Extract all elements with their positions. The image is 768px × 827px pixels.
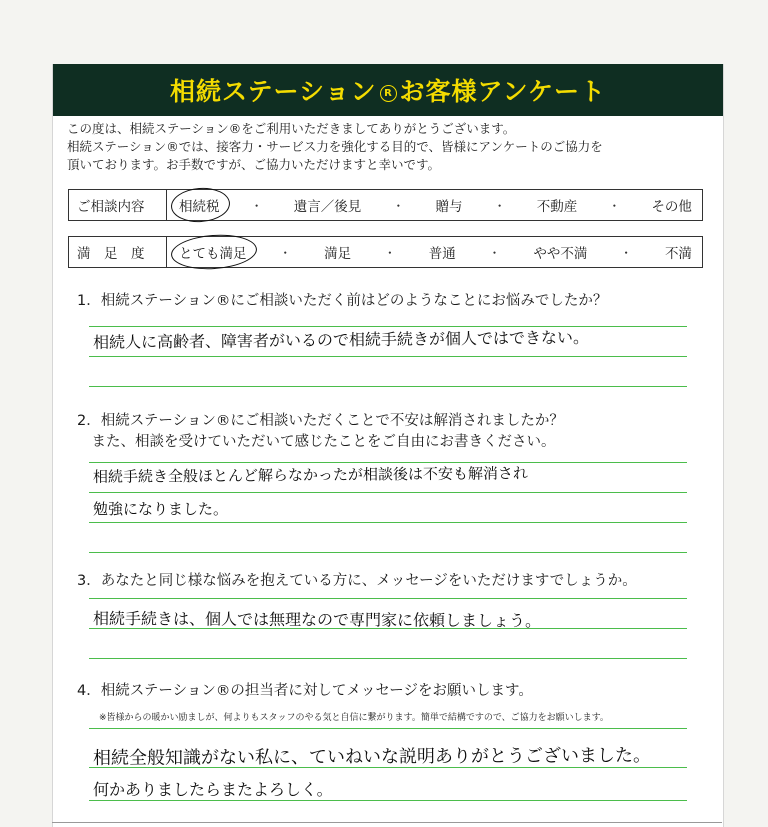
question-4-note: ※皆様からの暖かい励ましが、何よりもスタッフのやる気と自信に繋がります。簡単で結構ですので、ご協力をお願いします。 (99, 713, 609, 723)
answer-line (89, 598, 687, 599)
option-dissatisfied[interactable]: 不満 (664, 246, 692, 262)
survey-title (170, 72, 606, 108)
option-satisfied[interactable]: 満足 (324, 246, 352, 262)
option-very-satisfied[interactable]: とても満足 (175, 242, 251, 262)
answer-line (89, 356, 687, 357)
question-3: 3．あなたと同じ様な悩みを抱えている方に、メッセージをいただけますでしょうか。 (77, 573, 637, 589)
separator-dot: ・ (493, 198, 506, 213)
title-sub: お客様アンケート (399, 77, 607, 106)
question-1: 1．相続ステーション®にご相談いただく前はどのようなことにお悩みでしたか？ (77, 293, 608, 309)
option-somewhat-dissatisfied[interactable]: やや不満 (533, 246, 588, 262)
consult-type-options (167, 190, 702, 220)
intro-line: 相続ステーション®では、接客力・サービス力を強化する目的で、皆様にアンケートのご協力を (67, 139, 603, 154)
answer-line (89, 658, 687, 659)
satisfaction-row (68, 236, 703, 268)
option-real-estate[interactable]: 不動産 (536, 199, 578, 215)
option-gift[interactable]: 贈与 (435, 199, 463, 215)
answer-line (89, 552, 687, 553)
separator-dot: ・ (608, 198, 621, 213)
answer-line (89, 386, 687, 387)
consult-type-label: ご相談内容 (69, 190, 167, 220)
answer-line (89, 628, 687, 629)
answer-line (89, 728, 687, 729)
separator-dot: ・ (383, 245, 396, 260)
registered-mark: R (380, 85, 397, 102)
answer-line (89, 326, 687, 327)
option-will-guardianship[interactable]: 遺言／後見 (293, 199, 362, 215)
separator-dot: ・ (279, 245, 292, 260)
answer-1-line-1: 相続人に高齢者、障害者がいるので相続手続きが個人ではできない。 (92, 327, 590, 352)
option-neutral[interactable]: 普通 (428, 246, 456, 262)
question-4: 4．相続ステーション®の担当者に対してメッセージをお願いします。 (77, 683, 533, 699)
answer-line (89, 522, 687, 523)
separator-dot: ・ (488, 245, 501, 260)
header-bar (53, 64, 723, 116)
satisfaction-label: 満 足 度 (69, 237, 167, 267)
answer-line (89, 800, 687, 801)
intro-line: 頂いております。お手数ですが、ご協力いただけますと幸いです。 (67, 157, 441, 172)
answer-4-line-1: 相続全般知識がない私に、ていねいな説明ありがとうございました。 (92, 745, 652, 769)
separator-dot: ・ (392, 198, 405, 213)
question-2-line-1: 2．相続ステーション®にご相談いただくことで不安は解消されましたか？ (77, 413, 564, 429)
question-2-line-2: また、相談を受けていただいて感じたことをご自由にお書きください。 (77, 434, 556, 450)
option-other[interactable]: その他 (651, 199, 692, 215)
answer-4-line-2: 何かありましたらまたよろしく。 (93, 780, 333, 799)
page-bottom-rule (52, 822, 722, 823)
survey-sheet (52, 64, 724, 827)
intro-line: この度は、相続ステーション®をご利用いただきましてありがとうございます。 (67, 121, 516, 136)
satisfaction-options (167, 237, 702, 267)
intro-text (67, 120, 717, 174)
option-inheritance-tax[interactable]: 相続税 (175, 195, 224, 215)
title-main: 相続ステーション (169, 77, 377, 106)
separator-dot: ・ (620, 245, 633, 260)
consult-type-row (68, 189, 703, 221)
separator-dot: ・ (250, 198, 263, 213)
answer-line (89, 492, 687, 493)
answer-3-line-1: 相続手続きは、個人では無理なので専門家に依頼しましょう。 (92, 609, 542, 631)
answer-line (89, 767, 687, 768)
answer-2-line-1: 相続手続き全般ほとんど解らなかったが相談後は不安も解消され (92, 464, 529, 486)
answer-2-line-2: 勉強になりました。 (93, 500, 229, 518)
